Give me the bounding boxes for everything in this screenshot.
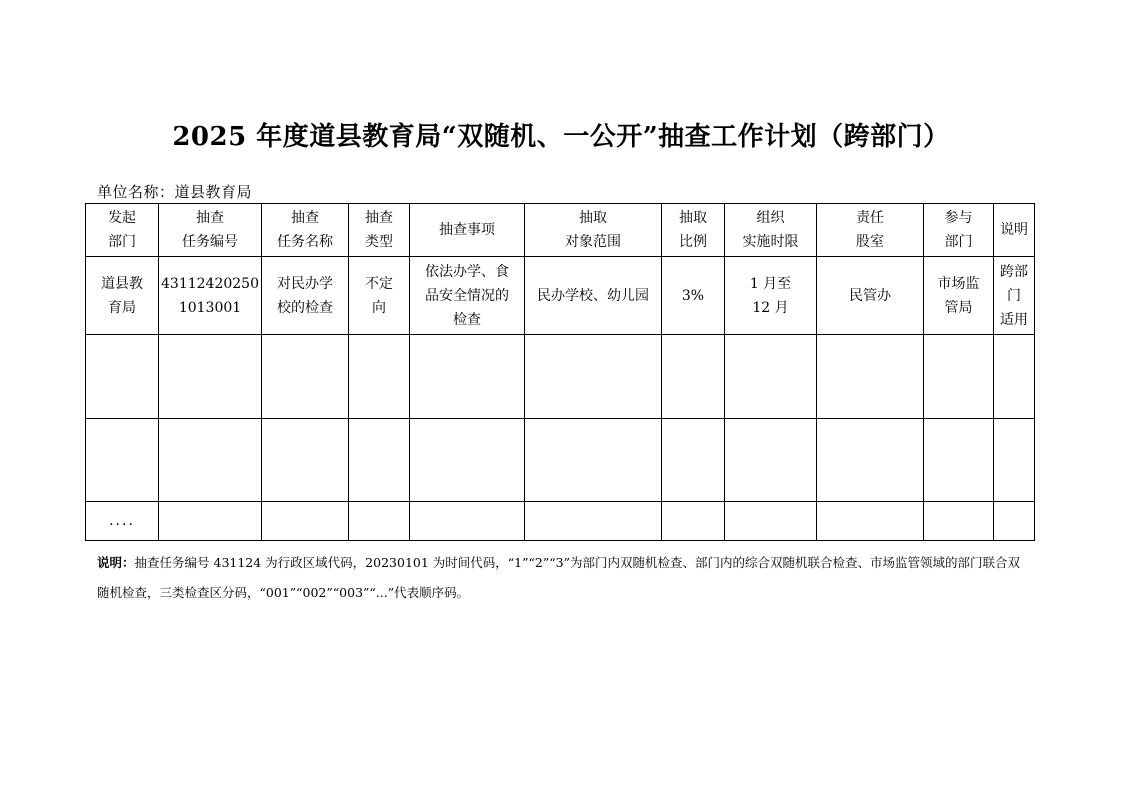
table-cell [349,502,410,541]
table-cell: 43112420250 1013001 [159,257,262,335]
table-cell [410,502,525,541]
table-row [86,257,1035,335]
table-cell [994,419,1035,502]
header-cell: 责任 股室 [817,204,924,257]
inspection-plan-table [85,203,1035,541]
table-cell [410,419,525,502]
table-cell [159,335,262,419]
footnote-text: 抽查任务编号 431124 为行政区域代码，20230101 为时间代码，“1”“2”“3”为部门内双随机检查、部门内的综合双随机联合检查、市场监管领域的部门联合双随机检查，三类检查区分码，“001”“002”“003”“...”代表顺序码。 [97,555,1020,600]
table-cell [86,335,159,419]
header-cell: 抽查 任务编号 [159,204,262,257]
table-cell [262,335,349,419]
unit-name-line: 单位名称：道县教育局 [97,183,253,201]
table-cell [86,419,159,502]
table-cell [924,419,994,502]
table-cell [525,419,662,502]
header-cell: 抽查 任务名称 [262,204,349,257]
table-cell [159,502,262,541]
table-cell [725,502,817,541]
table-cell [262,502,349,541]
header-cell: 抽取 比例 [662,204,725,257]
table-cell [525,502,662,541]
header-cell: 组织 实施时限 [725,204,817,257]
table-cell: 1 月至 12 月 [725,257,817,335]
footnote [97,548,1032,608]
table-row [86,335,1035,419]
header-cell: 抽取 对象范围 [525,204,662,257]
header-cell: 抽查 类型 [349,204,410,257]
header-cell: 说明 [994,204,1035,257]
table-cell: 不定 向 [349,257,410,335]
table-cell [410,335,525,419]
table-cell [525,335,662,419]
table-cell [662,419,725,502]
table-cell [817,419,924,502]
table-cell: 依法办学、食 品安全情况的 检查 [410,257,525,335]
header-cell: 发起 部门 [86,204,159,257]
ellipsis-cell: .... [86,502,159,541]
table-cell: 道县教 育局 [86,257,159,335]
table-cell [262,419,349,502]
footnote-label: 说明： [97,555,135,570]
header-cell: 抽查事项 [410,204,525,257]
table-cell: 民办学校、幼儿园 [525,257,662,335]
table-header-row [86,204,1035,257]
page-title: 2025 年度道县教育局“双随机、一公开”抽查工作计划（跨部门） [172,122,950,152]
table-cell [662,502,725,541]
table-cell [159,419,262,502]
table-cell [994,502,1035,541]
table-cell [725,419,817,502]
table-cell [349,419,410,502]
table-cell [662,335,725,419]
table-cell [817,335,924,419]
table-cell: 跨部门 适用 [994,257,1035,335]
header-cell: 参与 部门 [924,204,994,257]
table-cell [725,335,817,419]
table-cell [994,335,1035,419]
table-row [86,419,1035,502]
table-cell [924,335,994,419]
table-cell: 民管办 [817,257,924,335]
table-cell: 对民办学 校的检查 [262,257,349,335]
table-cell [924,502,994,541]
table-cell: 市场监 管局 [924,257,994,335]
table-cell [349,335,410,419]
table-cell [817,502,924,541]
table-cell: 3% [662,257,725,335]
table-row [86,502,1035,541]
